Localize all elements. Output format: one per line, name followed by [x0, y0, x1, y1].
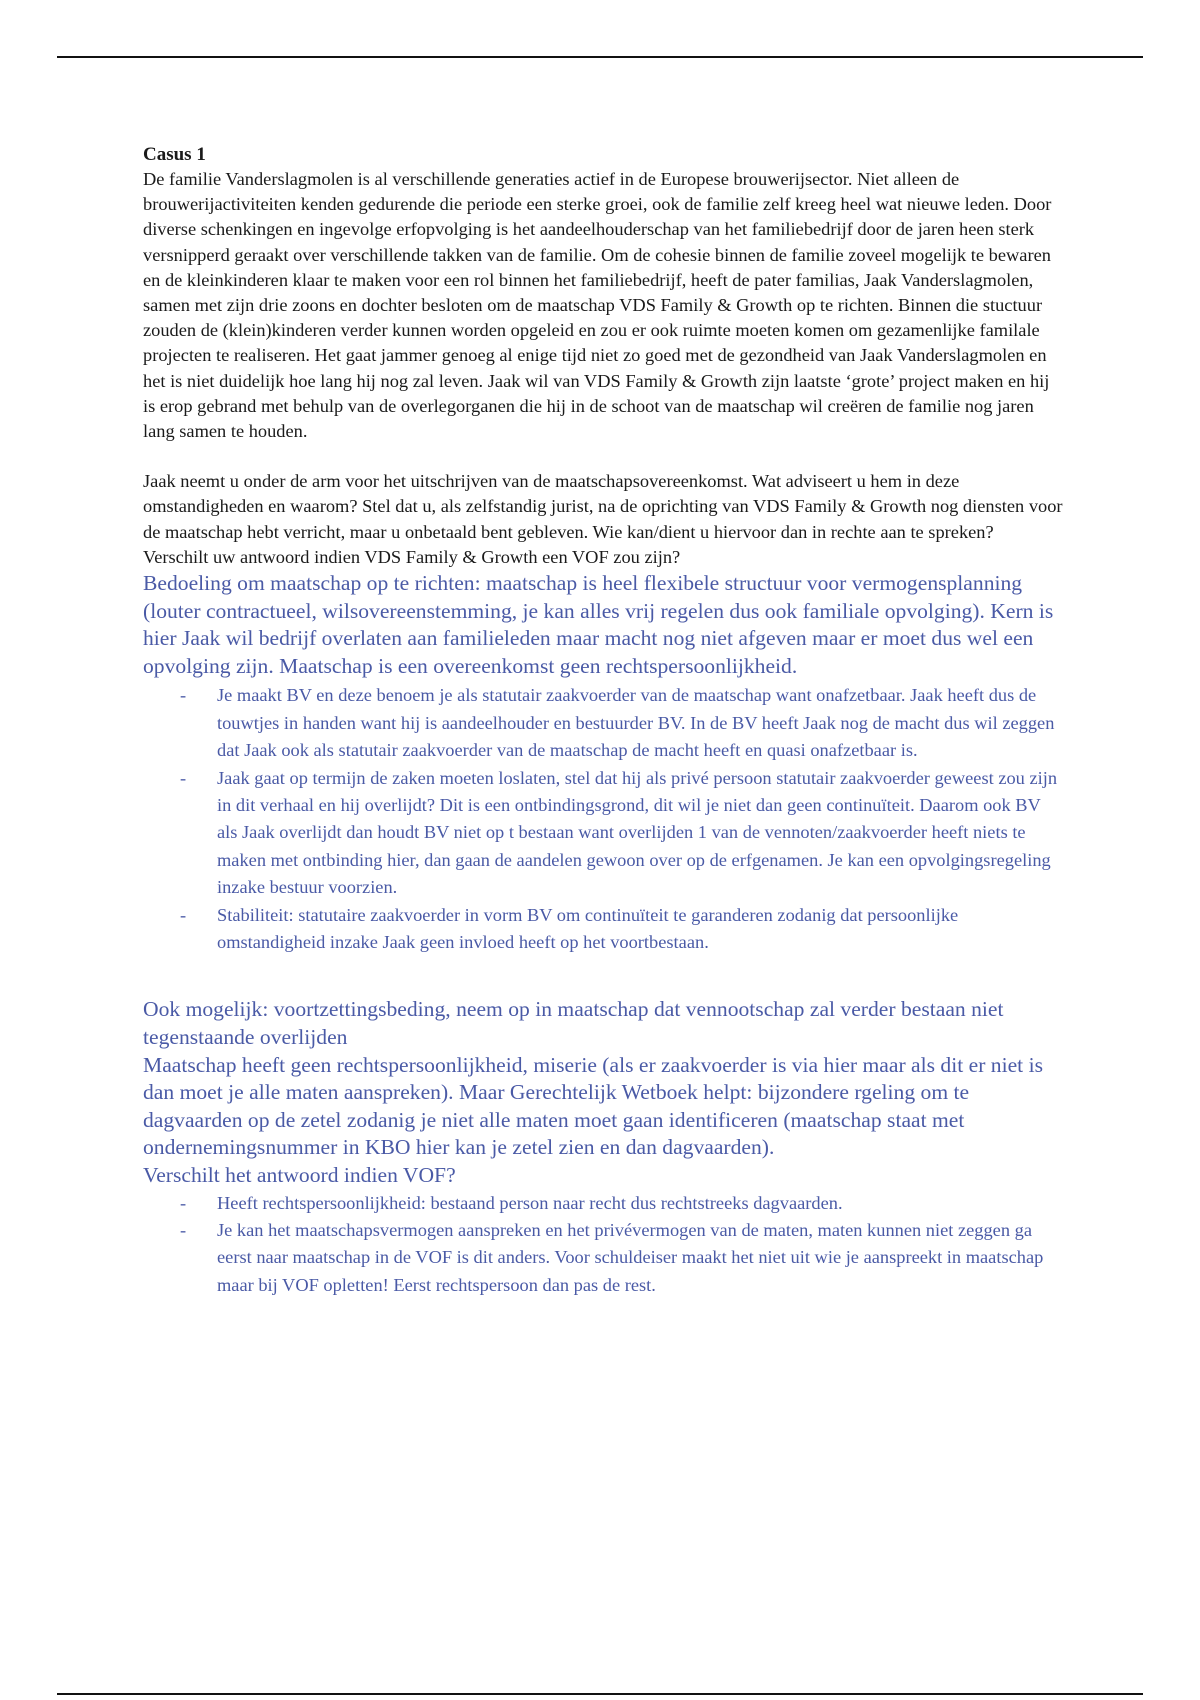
- list-item: [180, 902, 1063, 957]
- list-item: [180, 765, 1063, 902]
- list-item-text: Stabiliteit: statutaire zaakvoerder in vorm BV om continuïteit te garanderen zodanig dat persoonlijke omstandigheid inzake Jaak geen invloed heeft op het voortbestaan.: [217, 904, 959, 953]
- list-item-text: Je maakt BV en deze benoem je als statutair zaakvoerder van de maatschap want onafzetbaar. Jaak heeft dus de touwtjes in handen want hij is aandeelhouder en bestuurder BV. In de BV heeft Jaak nog de macht dus wil zeggen dat Jaak ook als statutair zaakvoerder van de maatschap de macht heeft en quasi onafzetbaar is.: [217, 685, 1055, 761]
- dash-marker: -: [180, 1220, 187, 1241]
- top-rule: [57, 56, 1143, 58]
- document-body: [143, 142, 1063, 1299]
- also-possible: Ook mogelijk: voortzettingsbeding, neem op in maatschap dat vennootschap zal verder bestaan niet tegenstaande overlijden: [143, 997, 1004, 1050]
- list-item: [180, 1217, 1063, 1299]
- dash-marker: -: [180, 1192, 187, 1213]
- spacer: [143, 956, 1063, 996]
- bottom-rule: [57, 1693, 1143, 1695]
- list-item: [180, 682, 1063, 764]
- dash-marker: -: [180, 767, 187, 788]
- vof-heading: Verschilt het antwoord indien VOF?: [143, 1163, 456, 1188]
- list-item-text: Je kan het maatschapsvermogen aanspreken en het privévermogen van de maten, maten kunnen niet zeggen ga eerst naar maatschap in de VOF is dit anders. Voor schuldeiser maakt het niet uit wie je aanspreekt in maatschap maar bij VOF opletten! Eerst rechtspersoon dan pas de rest.: [217, 1220, 1044, 1295]
- case-intro: De familie Vanderslagmolen is al verschillende generaties actief in de Europese brouwerijsector. Niet alleen de brouwerijactiviteiten kenden gedurende die periode een sterke groei, ook de familie zelf kreeg heel wat nieuwe leden. Door diverse schenkingen en ingevolge erfopvolging is het aandeelhouderschap van het familiebedrijf door de jaren heen sterk versnipperd geraakt over verschillende takken van de familie. Om de cohesie binnen de familie zoveel mogelijk te bewaren en de kleinkinderen klaar te maken voor een rol binnen het familiebedrijf, heeft de pater familias, Jaak Vanderslagmolen, samen met zijn drie zoons en dochter besloten om de maatschap VDS Family & Growth op te richten. Binnen die stuctuur zouden de (klein)kinderen verder kunnen worden opgeleid en zou er ook ruimte moeten komen om gezamenlijke familale projecten te realiseren. Het gaat jammer genoeg al enige tijd niet zo goed met de gezondheid van Jaak Vanderslagmolen en het is niet duidelijk hoe lang hij nog zal leven. Jaak wil van VDS Family & Growth zijn laatste ‘grote’ project maken en hij is erop gebrand met behulp van de overlegorganen die hij in de schoot van de maatschap wil creëren de familie nog jaren lang samen te houden.: [143, 169, 1052, 442]
- case-title: Casus 1: [143, 144, 206, 165]
- answer-bullet-list: [143, 682, 1063, 956]
- dash-marker: -: [180, 685, 187, 706]
- list-item-text: Jaak gaat op termijn de zaken moeten loslaten, stel dat hij als privé persoon statutair zaakvoerder geweest zou zijn in dit verhaal en hij overlijdt? Dit is een ontbindingsgrond, dit wil je niet dan geen continuïteit. Daarom ook BV als Jaak overlijdt dan houdt BV niet op t bestaan want overlijden 1 van de vennoten/zaakvoerder heeft niets te maken met ontbinding hier, dan gaan de aandelen gewoon over op de erfgenamen. Je kan een opvolgingsregeling inzake bestuur voorzien.: [217, 767, 1058, 898]
- case-question: Jaak neemt u onder de arm voor het uitschrijven van de maatschapsovereenkomst. Wat adviseert u hem in deze omstandigheden en waarom? Stel dat u, als zelfstandig jurist, na de oprichting van VDS Family & Growth nog diensten voor de maatschap hebt verricht, maar u onbetaald bent gebleven. Wie kan/dient u hiervoor dan in rechte aan te spreken? Verschilt uw antwoord indien VDS Family & Growth een VOF zou zijn?: [143, 471, 1063, 567]
- answer-intro: Bedoeling om maatschap op te richten: maatschap is heel flexibele structuur voor vermogensplanning (louter contractueel, wilsovereenstemming, je kan alles vrij regelen dus ook familiale opvolging). Kern is hier Jaak wil bedrijf overlaten aan familieleden maar macht nog niet afgeven maar er moet dus wel een opvolging zijn. Maatschap is een overeenkomst geen rechtspersoonlijkheid.: [143, 571, 1054, 678]
- list-item-text: Heeft rechtspersoonlijkheid: bestaand person naar recht dus rechtstreeks dagvaarden.: [217, 1192, 843, 1213]
- dash-marker: -: [180, 904, 187, 925]
- vof-bullet-list: [143, 1190, 1063, 1300]
- spacer: [143, 444, 1063, 469]
- no-legal-personality: Maatschap heeft geen rechtspersoonlijkheid, miserie (als er zaakvoerder is via hier maar als dit er niet is dan moet je alle maten aanspreken). Maar Gerechtelijk Wetboek helpt: bijzondere rgeling om te dagvaarden op de zetel zodanig je niet alle maten moet gaan identificeren (maatschap staat met ondernemingsnummer in KBO hier kan je zetel zien en dan dagvaarden).: [143, 1052, 1043, 1160]
- list-item: [180, 1190, 1063, 1217]
